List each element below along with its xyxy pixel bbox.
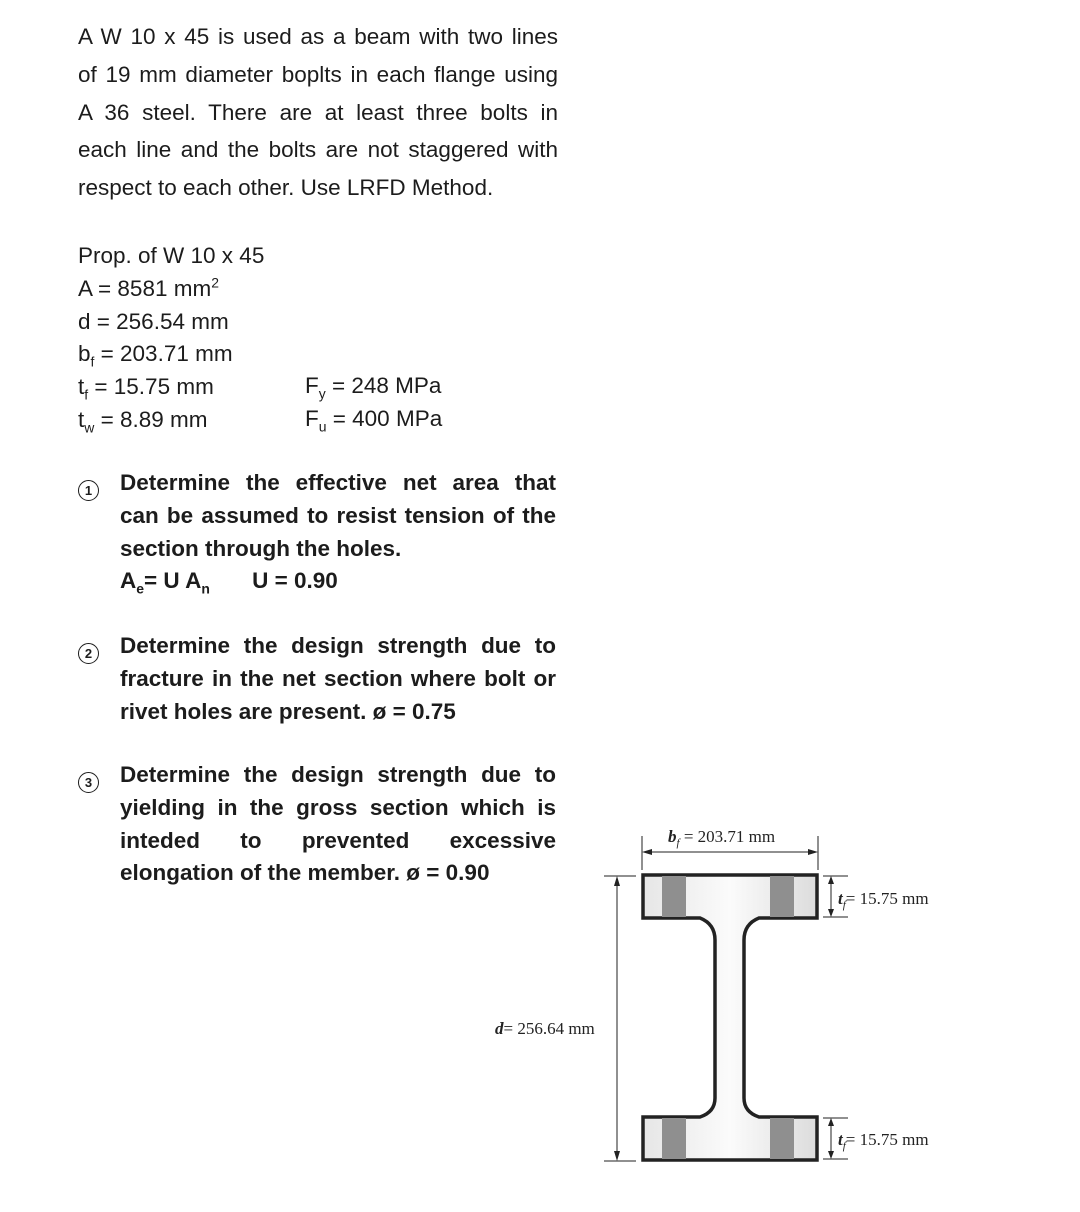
prop-flange-width: $b_f = 203.71$ mm xyxy=(78,341,233,370)
intro-line: respect to each other. Use LRFD Method. xyxy=(78,175,494,201)
arrow-up-icon xyxy=(828,876,834,884)
prop-area: A = 8581 $mm^2$ xyxy=(78,274,219,301)
arrow-down-icon xyxy=(828,1151,834,1159)
effective-area-formula: $A_e= U$ $A_n$ U = 0.90 xyxy=(120,565,556,598)
question-line: can be assumed to resist tension of the xyxy=(120,502,556,528)
bolt-hole-bottom-left xyxy=(662,1118,686,1159)
question-line: section through the holes. xyxy=(120,535,402,561)
w-section-diagram xyxy=(480,810,980,1170)
arrow-right-icon xyxy=(808,849,818,855)
question-line: yielding in the gross section which is xyxy=(120,794,556,820)
prop-fu: $F_u = 400$ MPa xyxy=(305,405,443,435)
problem-statement xyxy=(78,18,558,207)
prop-depth: d = 256.54 mm xyxy=(78,308,229,334)
question-line: Determine the design strength due to xyxy=(120,762,556,787)
i-beam-section xyxy=(643,875,817,1160)
bolt-hole-top-right xyxy=(770,876,794,917)
prop-flange-thickness: $t_f = 15.75$ mm xyxy=(78,374,214,403)
arrow-left-icon xyxy=(642,849,652,855)
circled-number-icon: 3 xyxy=(78,764,100,786)
intro-line: each line and the bolts are not staggered with xyxy=(78,137,558,163)
question-line: inteded to prevented excessive xyxy=(120,827,556,853)
arrow-down-icon xyxy=(614,1151,620,1161)
tf-top-label: $t_f= 15.75$ mm xyxy=(838,889,929,911)
properties-heading: Prop. of W 10 x 45 xyxy=(78,243,265,268)
circled-number-icon: 2 xyxy=(78,635,100,657)
question-line: elongation of the member. ø = 0.90 xyxy=(120,860,490,886)
question-line: Determine the effective net area that xyxy=(120,470,556,495)
intro-line: of 19 mm diameter boplts in each flange using xyxy=(78,61,558,87)
question-text xyxy=(120,467,556,598)
section-properties xyxy=(78,240,264,437)
arrow-down-icon xyxy=(828,909,834,917)
prop-web-thickness: $t_w = 8.89$ mm xyxy=(78,406,208,436)
question-line: rivet holes are present. ø = 0.75 xyxy=(120,698,456,724)
material-properties xyxy=(305,370,442,436)
intro-line: A W 10 x 45 is used as a beam with two lines xyxy=(78,24,558,49)
bolt-hole-top-left xyxy=(662,876,686,917)
arrow-up-icon xyxy=(614,876,620,886)
question-text xyxy=(120,630,556,728)
question-line: Determine the design strength due to xyxy=(120,633,556,658)
intro-line: A 36 steel. There are at least three bolts in xyxy=(78,99,558,125)
d-label: d= 256.64 mm xyxy=(495,1019,595,1038)
prop-fy: $F_y = 248$ MPa xyxy=(305,373,442,402)
bf-label: $b_f = 203.71$ mm xyxy=(668,827,776,849)
bolt-hole-bottom-right xyxy=(770,1118,794,1159)
tf-bottom-label: $t_f= 15.75$ mm xyxy=(838,1130,929,1152)
arrow-up-icon xyxy=(828,1118,834,1126)
circled-number-icon: 1 xyxy=(78,472,100,494)
u-factor: U = 0.90 xyxy=(252,568,338,594)
question-line: fracture in the net section where bolt or xyxy=(120,665,556,691)
